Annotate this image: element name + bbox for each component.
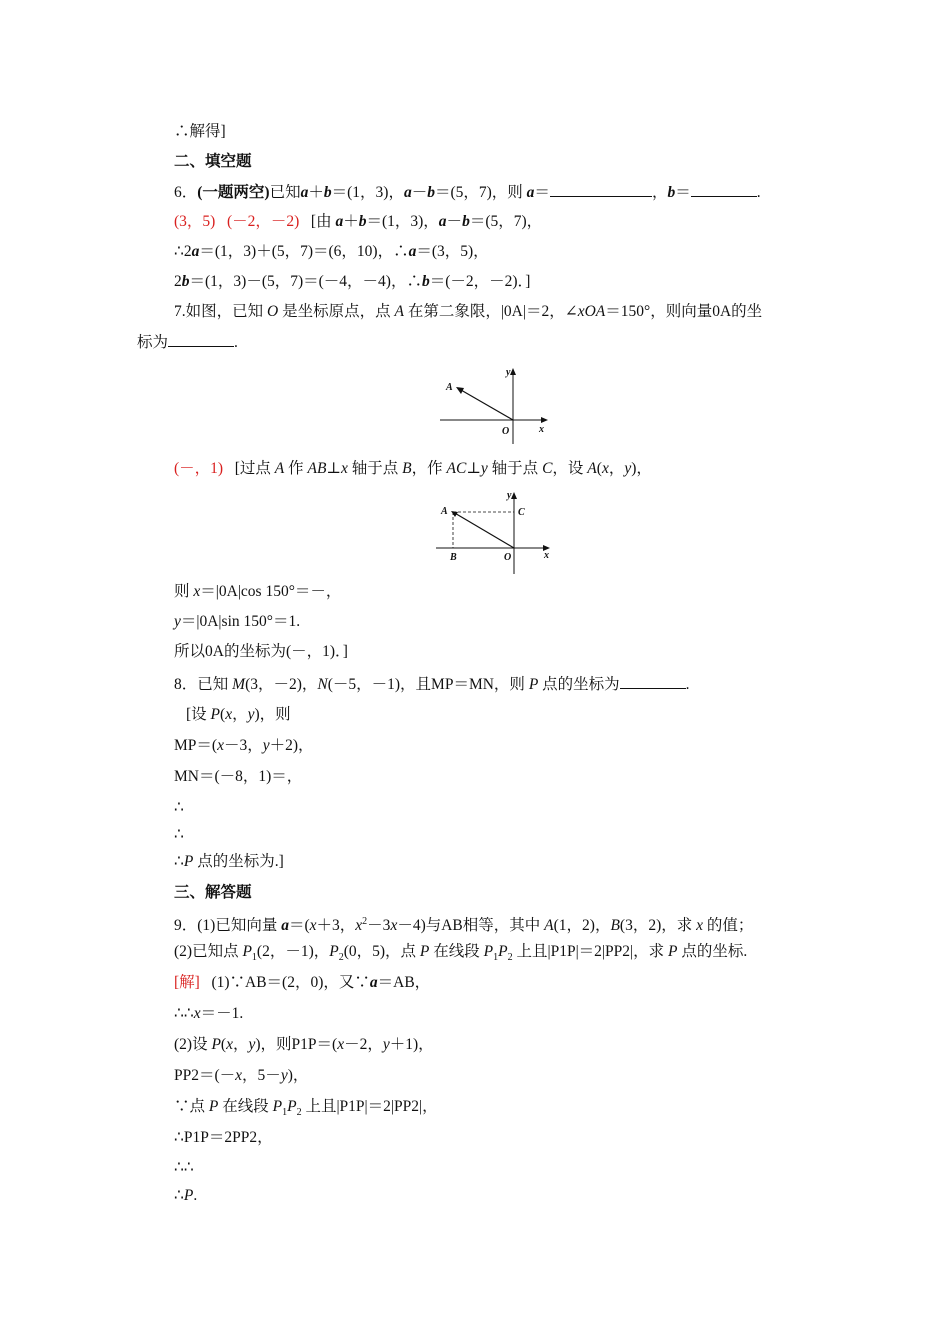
- point-p: P: [419, 943, 430, 960]
- text: 轴于点: [487, 460, 543, 477]
- answer-6-line-3: [174, 272, 530, 292]
- text: .: [193, 1187, 198, 1204]
- text: －3: [367, 917, 391, 935]
- var-x: x: [696, 917, 704, 935]
- question-6: [174, 182, 761, 203]
- point-p: P: [242, 943, 252, 960]
- text: ＝(5，7)，: [469, 213, 543, 230]
- vector-a: a: [369, 974, 378, 991]
- text: ＝|0A|cos 150°＝－，: [200, 583, 342, 600]
- text: 7.如图，已知: [174, 303, 268, 320]
- vector-b: b: [323, 184, 332, 201]
- point-p: P: [287, 1098, 297, 1115]
- answer-7-line-3: [174, 612, 300, 632]
- subscript: 2: [507, 952, 513, 964]
- label-y: y: [507, 490, 512, 501]
- text: 轴于点: [347, 460, 403, 477]
- answer-blank[interactable]: [620, 674, 686, 689]
- text: ＝(1，3)－(5，7)＝(－4，－4)，∴: [189, 273, 422, 290]
- var-y: y: [174, 613, 181, 630]
- text: ∴: [174, 853, 184, 870]
- text: 是坐标原点，点: [278, 303, 395, 320]
- label-a: A: [446, 382, 453, 393]
- vector-a: a: [191, 243, 200, 260]
- var-y: y: [624, 460, 632, 477]
- text: (3，－2)，: [245, 676, 318, 693]
- text: ＝－1.: [200, 1005, 244, 1022]
- text: ⊥: [466, 460, 481, 477]
- var-x: x: [601, 460, 609, 477]
- text: 上且|P1P|＝2|PP2|，: [301, 1098, 438, 1115]
- answer-9-line-6: [174, 1128, 273, 1148]
- text: 上且|P1P|＝2|PP2|，求: [512, 943, 668, 960]
- text: ∴∴: [174, 1005, 194, 1022]
- segment-ac: AC: [446, 460, 467, 477]
- label-o: O: [502, 426, 510, 437]
- point-p: P: [329, 943, 339, 960]
- point-n: N: [317, 676, 328, 693]
- vector-b: b: [421, 273, 430, 290]
- text-line: [174, 122, 226, 142]
- text: (2)设: [174, 1036, 212, 1053]
- var-y: y: [480, 460, 488, 477]
- subscript: 1: [282, 1107, 288, 1119]
- answer-value: (－2，－2): [226, 213, 300, 230]
- text: 2: [174, 273, 182, 290]
- text: .: [685, 676, 690, 693]
- question-7-line-2: [137, 332, 238, 353]
- text: [过点: [234, 460, 275, 477]
- point-o: O: [267, 303, 279, 320]
- point-p: P: [208, 1098, 219, 1115]
- point-a: A: [544, 917, 554, 935]
- angle-xoa: xOA: [577, 303, 606, 320]
- text: ＋: [308, 184, 324, 201]
- answer-9-line-5: [174, 1097, 438, 1123]
- vector-a: a: [438, 213, 447, 230]
- point-p: P: [183, 1187, 194, 1204]
- vector-a: a: [335, 213, 344, 230]
- text: ，设: [552, 460, 588, 477]
- text: ∴∴: [174, 1159, 194, 1176]
- answer-9-line-8: [174, 1186, 197, 1206]
- vector-a: a: [403, 184, 412, 201]
- text: ＝AB，: [377, 974, 431, 991]
- question-number: 6．: [174, 184, 198, 201]
- section-heading: [174, 152, 252, 172]
- vector-a: a: [300, 184, 309, 201]
- text: 在线段: [218, 1098, 273, 1115]
- text: －4)与AB相等，其中: [397, 917, 545, 935]
- vector-a: a: [281, 917, 289, 935]
- vector-b: b: [462, 213, 470, 230]
- section-title: 二、填空题: [174, 153, 252, 170]
- text: ＝(1，3)，: [366, 213, 439, 230]
- text: 则: [174, 583, 194, 600]
- point-p: P: [210, 706, 221, 723]
- vector-b: b: [358, 213, 367, 230]
- vector-oa-line: [461, 390, 513, 420]
- var-x: x: [193, 1005, 201, 1022]
- var-x: x: [193, 583, 201, 600]
- var-x: x: [355, 917, 363, 935]
- text: )，: [631, 460, 652, 477]
- question-8: [174, 674, 690, 695]
- text: ，: [651, 184, 668, 201]
- label-x: x: [539, 424, 544, 435]
- text: ＝(1，3)，: [331, 184, 404, 201]
- text: (: [220, 706, 226, 723]
- y-axis-arrow-icon: [510, 368, 516, 375]
- text: 作: [284, 460, 308, 477]
- vector-a: a: [408, 243, 417, 260]
- answer-9-line-7: [174, 1158, 194, 1178]
- var-x: x: [390, 917, 398, 935]
- answer-8-line-6: [174, 852, 284, 872]
- point-m: M: [232, 676, 246, 693]
- point-b: B: [402, 460, 412, 477]
- section-title: 三、解答题: [174, 884, 252, 901]
- answer-blank[interactable]: [691, 182, 757, 197]
- label-b: B: [450, 552, 457, 563]
- text: ＋3，: [316, 917, 356, 935]
- answer-7-line-1: [174, 459, 652, 479]
- text: ＝(: [288, 917, 310, 935]
- text: ∵点: [174, 1098, 209, 1115]
- text: ∴2: [174, 243, 192, 260]
- vector-oa-line: [453, 512, 514, 548]
- text: 9．(1)已知向量: [174, 917, 282, 935]
- point-a: A: [587, 460, 597, 477]
- question-9-line-1: [174, 912, 753, 936]
- answer-blank[interactable]: [550, 182, 652, 197]
- text: ∴: [174, 826, 184, 843]
- var-x: x: [309, 917, 317, 935]
- question-tag: (一题两空): [197, 184, 270, 201]
- answer-8-line-2: [174, 736, 314, 756]
- text: ∴: [174, 799, 184, 816]
- subscript: 2: [338, 952, 344, 964]
- point-p: P: [183, 853, 194, 870]
- text: ＝: [675, 184, 691, 201]
- y-axis-arrow-icon: [511, 492, 517, 499]
- text: ∴: [174, 1187, 184, 1204]
- label-a: A: [441, 506, 448, 517]
- text: ＋2)，: [269, 737, 314, 754]
- text: (2，－1)，: [256, 943, 330, 960]
- answer-9-line-2: [174, 1004, 243, 1024]
- text: －3，: [223, 737, 263, 754]
- text: (3，2)，求: [619, 917, 697, 935]
- text: －2，: [344, 1036, 383, 1053]
- text: ＝(－2，－2)．]: [429, 273, 531, 290]
- answer-8-line-4: [174, 798, 184, 818]
- text: ＝(3，5)，: [416, 243, 489, 260]
- label-y: y: [506, 367, 511, 378]
- var-y: y: [248, 1036, 256, 1053]
- var-x: x: [341, 460, 348, 477]
- text: MN＝(－8，1)＝，: [174, 768, 303, 785]
- text: ，: [608, 460, 625, 477]
- text: 标为: [137, 334, 169, 351]
- text: ∴P1P＝2PP2，: [174, 1129, 273, 1146]
- exponent: 2: [362, 916, 368, 927]
- text: (: [596, 460, 602, 477]
- text: ，5－: [242, 1067, 281, 1084]
- text: －: [446, 213, 463, 230]
- text: 所以0A的坐标为(－，1)．]: [174, 643, 348, 660]
- point-p: P: [498, 943, 508, 960]
- text: 点的坐标为.]: [193, 853, 284, 870]
- var-y: y: [247, 706, 255, 723]
- text: .: [234, 334, 238, 351]
- answer-6-line-1: [174, 212, 542, 232]
- vector-b: b: [181, 273, 190, 290]
- text: 在第二象限，|0A|＝2，∠: [403, 303, 578, 320]
- text: 8．已知: [174, 676, 233, 693]
- text: )，则: [254, 706, 291, 723]
- answer-9-line-4: [174, 1066, 308, 1086]
- answer-8-line-3: [174, 767, 302, 787]
- figure-svg: [436, 364, 554, 444]
- var-y: y: [280, 1067, 288, 1084]
- section-heading: [174, 883, 252, 903]
- text: ＋: [343, 213, 359, 230]
- var-x: x: [235, 1067, 243, 1084]
- text: )，则P1P＝(: [255, 1036, 338, 1053]
- var-x: x: [226, 1036, 233, 1053]
- figure-vector-oa: [436, 364, 554, 444]
- subscript: 1: [493, 952, 499, 964]
- point-p: P: [272, 1098, 283, 1115]
- answer-9-line-1: [174, 973, 430, 993]
- var-y: y: [382, 1036, 390, 1053]
- text: ⊥: [326, 460, 341, 477]
- text: 在线段: [429, 943, 484, 960]
- text: (2)已知点: [174, 943, 243, 960]
- question-7-line-1: [174, 302, 762, 322]
- var-y: y: [262, 737, 270, 754]
- vector-b: b: [427, 184, 435, 201]
- point-p: P: [668, 943, 678, 960]
- text: PP2＝(－: [174, 1067, 236, 1084]
- text: ＝: [534, 184, 550, 201]
- text: (1，2)，: [553, 917, 611, 935]
- point-c: C: [542, 460, 553, 477]
- question-9-line-2: [174, 942, 747, 968]
- label-x: x: [544, 550, 549, 561]
- text: 已知: [269, 184, 301, 201]
- answer-value: (3，5): [174, 213, 216, 230]
- answer-7-line-2: [174, 582, 341, 602]
- text: ，: [232, 1036, 249, 1053]
- text: 点的坐标.: [677, 943, 748, 960]
- text: [由: [310, 213, 336, 230]
- text: ＝|0A|sin 150°＝1.: [180, 613, 301, 630]
- point-a: A: [394, 303, 404, 320]
- text: MP＝(: [174, 737, 218, 754]
- point-p: P: [528, 676, 539, 693]
- x-axis-arrow-icon: [541, 417, 548, 423]
- text: －: [411, 184, 428, 201]
- text: 点的坐标为: [538, 676, 620, 693]
- text: (0，5)，点: [343, 943, 420, 960]
- vector-a: a: [526, 184, 535, 201]
- subscript: 2: [296, 1107, 302, 1119]
- point-b: B: [610, 917, 620, 935]
- answer-value: (－，1): [174, 460, 224, 477]
- answer-8-line-1: [186, 705, 291, 725]
- text: ＝(1，3)＋(5，7)＝(6，10)，∴: [199, 243, 409, 260]
- text: .: [756, 184, 761, 201]
- text: (－5，－1)，且MP＝MN，则: [327, 676, 529, 693]
- answer-8-line-5: [174, 825, 184, 845]
- text: (: [220, 1036, 227, 1053]
- subscript: 1: [251, 952, 257, 964]
- label-c: C: [518, 507, 525, 518]
- text: ＋1)，: [389, 1036, 434, 1053]
- text: (1)∵AB＝(2，0)，又∵: [211, 974, 370, 991]
- answer-6-line-2: [174, 242, 489, 262]
- var-x: x: [337, 1036, 345, 1053]
- text: ∴解得]: [174, 123, 226, 140]
- text: ，: [232, 706, 248, 723]
- segment-ab: AB: [307, 460, 327, 477]
- var-x: x: [225, 706, 233, 723]
- figure-projection: [432, 486, 556, 574]
- text: ＝150°，则向量0A的坐: [605, 303, 763, 320]
- vector-b: b: [667, 184, 676, 201]
- answer-blank[interactable]: [168, 332, 234, 347]
- answer-9-line-3: [174, 1035, 434, 1055]
- answer-7-line-4: [174, 642, 348, 662]
- label-o: O: [504, 552, 512, 563]
- point-p: P: [211, 1036, 221, 1053]
- text: [设: [186, 706, 211, 723]
- var-x: x: [217, 737, 224, 754]
- text: 的值；: [703, 917, 754, 935]
- solution-tag: [解]: [174, 974, 200, 991]
- text: )，: [287, 1067, 309, 1084]
- text: ，作: [411, 460, 447, 477]
- point-p: P: [483, 943, 494, 960]
- point-a: A: [274, 460, 285, 477]
- text: ＝(5，7)，则: [434, 184, 527, 201]
- figure-svg: [432, 486, 556, 574]
